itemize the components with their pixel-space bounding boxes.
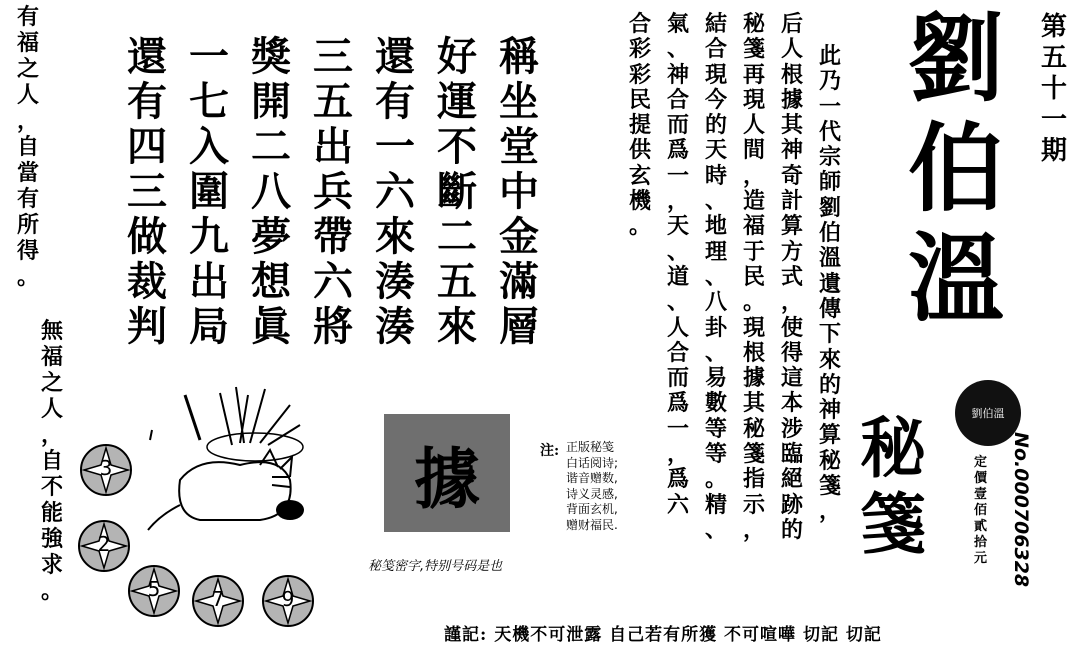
intro-char: 機 [628,188,651,215]
poem-char: 四 [127,123,167,170]
intro-char: 后 [780,11,803,37]
side-char: 自 [40,448,63,474]
intro-char: 伯 [818,220,841,247]
subtitle [848,410,938,562]
char: 伯 [908,112,1004,225]
side-char: 無 [40,318,63,344]
intro-char: 現 [704,61,727,88]
intro-char: 、 [704,188,727,215]
intro-char: 精 [704,491,727,518]
poem-char: 有 [127,78,167,125]
side-char: 有 [16,186,39,212]
poem-char: 有 [375,78,415,125]
intro-char: 宗 [818,144,841,171]
intro-char: 此 [818,43,841,69]
poem-char: 獎 [251,33,291,80]
intro-char: 其 [742,390,765,417]
poem-char: 三 [127,168,167,215]
poem-char: 二 [437,213,477,260]
caption: 秘笺密字,特别号码是也 [368,559,503,574]
poem-char: 九 [189,213,229,260]
intro-char: 遺 [818,270,841,297]
intro-char: 天 [704,137,727,164]
intro-char: ， [666,441,689,468]
intro-char: 涉 [780,415,803,442]
intro-char: 神 [666,61,689,88]
intro-char: 而 [666,365,689,392]
side-char: ， [16,108,39,134]
ball-number: 9 [281,587,295,611]
side-char: 自 [16,134,39,160]
intro-char: 道 [666,263,689,290]
intro-char: 人 [666,314,689,341]
intro-char: 得 [780,339,803,366]
intro-char: 神 [780,137,803,164]
poem-char: 裁 [127,258,167,305]
intro-char: 使 [780,314,803,341]
intro-column [777,12,807,543]
intro-char: 箋 [742,36,765,63]
intro-char: 的 [818,371,841,398]
char: 箋 [860,485,926,563]
intro-char: ， [780,289,803,316]
poem-char: 判 [127,303,167,350]
poem-column [370,34,420,349]
footer-warning: 謹記: 天機不可泄露 自己若有所獲 不可喧嘩 切記 切記 [444,625,882,645]
side-char: 強 [40,526,63,552]
intro-char: 彩 [628,61,651,88]
poem-char: 五 [437,258,477,305]
side-char: 所 [16,212,39,238]
seal-character-box: 據 [384,414,510,532]
ball-number: 5 [147,577,161,601]
number-ball [262,575,314,627]
poem-column [494,34,544,349]
poem-char: 開 [251,78,291,125]
intro-char: 乃 [818,68,841,95]
intro-char: 根 [780,61,803,88]
note-label: 注: [540,443,560,459]
char: 定 [974,455,988,470]
intro-char: 福 [742,213,765,240]
side-char: 人 [40,396,63,422]
intro-char: 臨 [780,441,803,468]
subtitle-text [848,410,938,562]
poem-char: 來 [437,303,477,350]
intro-char: 、 [704,516,727,543]
intro-char: 本 [780,390,803,417]
poem-char: 滿 [499,258,539,305]
intro-char: 一 [666,162,689,189]
intro-char: 。 [704,466,727,493]
intro-char: 結 [704,11,727,37]
intro-char: 溫 [818,245,841,272]
side-char: 福 [16,30,39,56]
intro-char: 易 [704,365,727,392]
intro-char: 合 [666,86,689,113]
intro-char: 卦 [704,314,727,341]
intro-char: 秘 [818,447,841,474]
ball-number: 7 [211,587,225,611]
intro-char: 指 [742,466,765,493]
intro-char: 據 [780,86,803,113]
poem-char: 來 [375,213,415,260]
intro-char: 八 [704,289,727,316]
char: 期 [1040,136,1067,166]
poem-char: 夢 [251,213,291,260]
intro-char: 、 [704,339,727,366]
note-line: 赠财福民. [566,517,618,532]
note-lines [566,440,618,533]
char: 五 [1040,43,1067,73]
intro-char: 示 [742,491,765,518]
intro-char: 造 [742,188,765,215]
poem-char: 入 [189,123,229,170]
intro-char: 而 [666,112,689,139]
poem-char: 眞 [251,303,291,350]
intro-char: 奇 [780,162,803,189]
intro-char: 爲 [666,390,689,417]
poem-char: 運 [437,78,477,125]
poem-char: 圍 [189,168,229,215]
intro-char: 秘 [742,11,765,37]
intro-column [663,12,693,518]
side-char: 福 [40,344,63,370]
intro-char: 跡 [780,491,803,518]
intro-char: 根 [742,339,765,366]
poem-char: 還 [127,33,167,80]
char: 價 [974,471,988,486]
intro-char: 合 [666,339,689,366]
side-char: 之 [40,370,63,396]
intro-char: ， [742,162,765,189]
note-line: 白话阅诗; [566,455,619,470]
poem-char: 中 [499,168,539,215]
side-char: 。 [40,578,63,604]
intro-char: 今 [704,86,727,113]
number-ball [78,520,130,572]
poem-char: 帶 [313,213,353,260]
intro-char: 氣 [666,11,689,37]
intro-char: 絕 [780,466,803,493]
char: 一 [1040,105,1067,135]
intro-char: 式 [780,263,803,290]
side-char: 求 [40,552,63,578]
intro-char: 提 [628,112,651,139]
side-column [38,318,66,604]
intro-char: 地 [704,213,727,240]
poem-char: 出 [189,258,229,305]
char: 元 [974,551,988,566]
char: 秘 [860,409,926,487]
issue-number [1036,12,1072,167]
intro-char: 民 [742,263,765,290]
intro-char: 算 [818,422,841,449]
intro-char: 的 [780,516,803,543]
intro-char: 、 [704,263,727,290]
intro-char: 、 [666,238,689,265]
ball-number: 3 [99,456,113,480]
intro-char: ， [666,188,689,215]
intro-char: 其 [780,112,803,139]
char: 壹 [974,487,988,502]
price-label [974,455,987,567]
intro-char: 。 [628,213,651,240]
intro-char: 神 [818,397,841,424]
intro-column [625,12,655,240]
intro-char: 間 [742,137,765,164]
intro-char: 傳 [818,295,841,322]
side-char: 得 [16,238,39,264]
poem-char: 一 [189,33,229,80]
intro-char: 箋 [742,441,765,468]
poem-char: 金 [499,213,539,260]
char: 劉 [908,2,1004,115]
poem-char: 不 [437,123,477,170]
intro-char: 。 [742,289,765,316]
intro-char: 算 [780,213,803,240]
title [896,4,1016,334]
serial-number: No.000706328 [1010,432,1032,588]
side-char: 當 [16,160,39,186]
note-line: 谐音赠数, [566,471,618,485]
poem-char: 二 [251,123,291,170]
number-ball [192,575,244,627]
char: 十 [1040,74,1067,104]
intro-char: 再 [742,61,765,88]
intro-column [739,12,769,543]
poem-char: 八 [251,168,291,215]
intro-char: 合 [704,36,727,63]
ball-number: 2 [97,532,111,556]
side-char: 。 [16,264,39,290]
intro-char: 民 [628,86,651,113]
intro-char: 、 [666,289,689,316]
intro-char: 時 [704,162,727,189]
poem-char: 斷 [437,168,477,215]
intro-char: 秘 [742,415,765,442]
poem-column [246,34,296,349]
intro-char: 玄 [628,162,651,189]
intro-char: 數 [704,390,727,417]
poem-char: 湊 [375,303,415,350]
poem-char: 稱 [499,33,539,80]
poem-column [184,34,234,349]
poem-column [432,34,482,349]
poem-char: 一 [375,123,415,170]
side-char: 之 [16,56,39,82]
poem-char: 層 [499,303,539,350]
poem-char: 將 [313,303,353,350]
intro-char: 這 [780,365,803,392]
poem-char: 湊 [375,258,415,305]
side-char: 不 [40,474,63,500]
intro-char: 來 [818,346,841,373]
poem-char: 做 [127,213,167,260]
intro-char: 箋 [818,473,841,500]
intro-char: 現 [742,86,765,113]
char: 溫 [908,222,1004,335]
char: 第 [1040,12,1067,42]
intro-char: 彩 [628,36,651,63]
side-column [14,4,42,290]
poem-char: 堂 [499,123,539,170]
poem-char: 三 [313,33,353,80]
poem-char: 五 [313,78,353,125]
intro-char: 等 [704,441,727,468]
intro-char: 合 [628,11,651,37]
intro-char: 的 [704,112,727,139]
poem-column [308,34,358,349]
side-char: 人 [16,82,39,108]
note-line: 诗义灵感, [566,486,618,501]
intro-char: 現 [742,314,765,341]
intro-char: 計 [780,188,803,215]
poem-char: 坐 [499,78,539,125]
char: 貳 [974,519,988,534]
poem-char: 局 [189,303,229,350]
note-line: 背面玄机, [566,502,618,516]
intro-char: 方 [780,238,803,265]
note-line: 正版秘笺 [566,440,615,454]
poem-char: 出 [313,123,353,170]
intro-char: 爲 [666,137,689,164]
intro-char: 人 [780,36,803,63]
char: 拾 [974,535,988,550]
intro-char: ， [742,516,765,543]
intro-char: 爲 [666,466,689,493]
intro-char: 、 [666,36,689,63]
intro-char: 師 [818,169,841,196]
intro-char: 據 [742,365,765,392]
poem-char: 兵 [313,168,353,215]
intro-char: ， [818,498,841,525]
intro-char: 下 [818,321,841,348]
poem-char: 還 [375,33,415,80]
number-ball [80,444,132,496]
number-ball [128,565,180,617]
poem-char: 好 [437,33,477,80]
side-char: 有 [16,4,39,30]
intro-char: 人 [742,112,765,139]
intro-column [815,44,845,525]
poem-char: 六 [375,168,415,215]
side-char: 能 [40,500,63,526]
char: 佰 [974,503,988,518]
poem-char: 七 [189,78,229,125]
intro-char: 代 [818,118,841,145]
stamp-seal-icon: 劉伯溫 [955,380,1021,446]
intro-char: 一 [666,415,689,442]
intro-char: 于 [742,238,765,265]
poem-column [122,34,172,349]
intro-char: 供 [628,137,651,164]
intro-char: 等 [704,415,727,442]
intro-char: 一 [818,93,841,120]
intro-char: 理 [704,238,727,265]
poem-char: 想 [251,258,291,305]
poem-char: 六 [313,258,353,305]
intro-char: 六 [666,491,689,518]
intro-column [701,12,731,543]
intro-char: 天 [666,213,689,240]
intro-char: 劉 [818,194,841,221]
side-char: ， [40,422,63,448]
cat-illustration-icon [140,385,320,560]
